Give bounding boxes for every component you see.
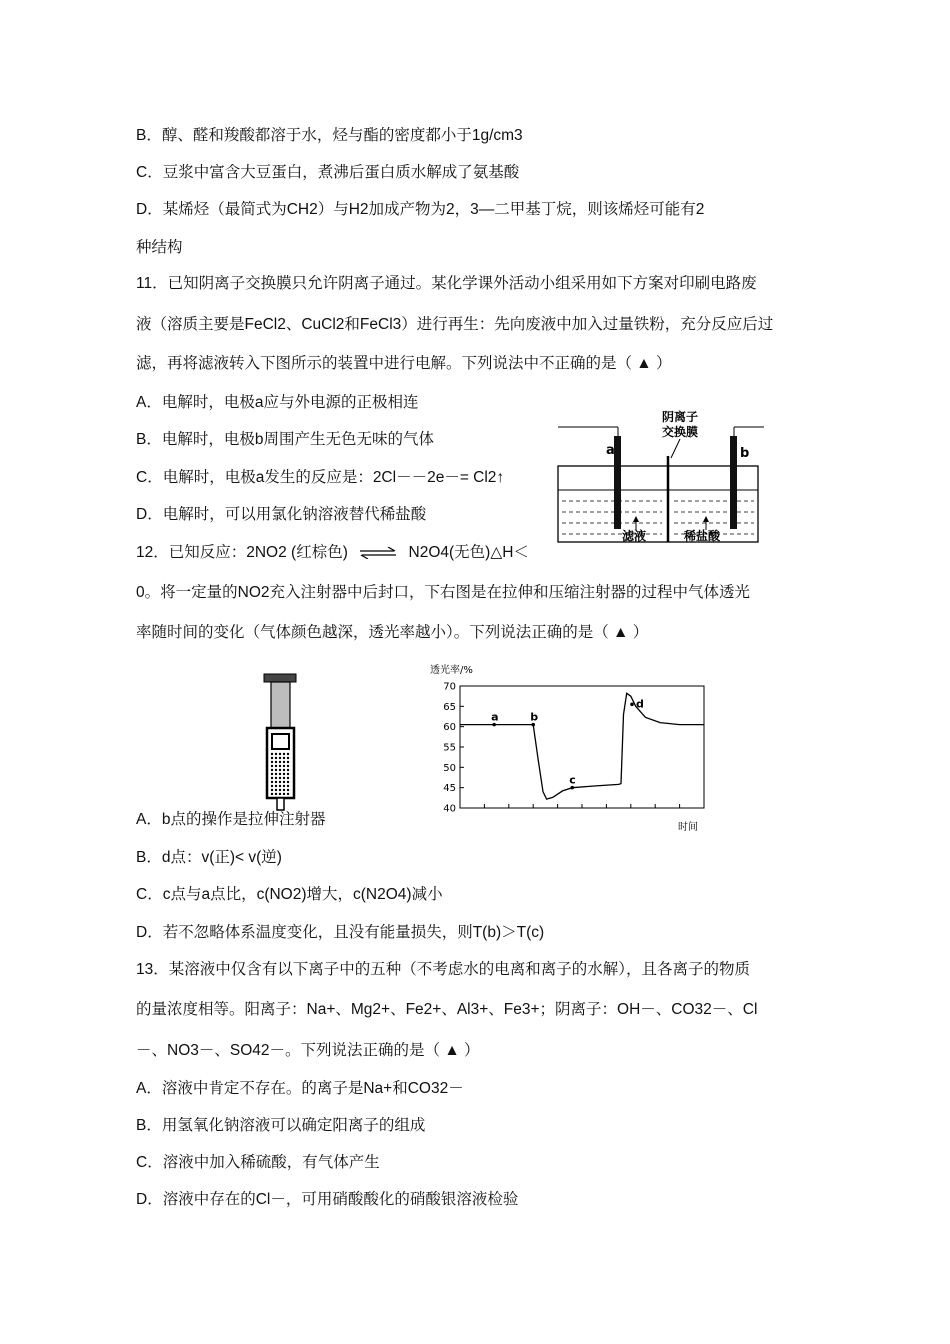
membrane-label-2: 交换膜	[661, 425, 699, 439]
chart-y-axis-label: 透光率/%	[430, 665, 473, 676]
q10-option-d-line1: D．某烯烃（最简式为CH2）与H2加成产物为2，3—二甲基丁烷，则该烯烃可能有2	[136, 201, 705, 218]
q12-stem-line3: 率随时间的变化（气体颜色越深，透光率越小）。下列说法正确的是（ ▲ ）	[136, 624, 649, 641]
q13-option-d: D．溶液中存在的Cl－，可用硝酸酸化的硝酸银溶液检验	[136, 1191, 519, 1208]
equilibrium-arrows-icon	[358, 547, 398, 559]
q12-stem-line1	[136, 543, 529, 563]
right-solution-label: 稀盐酸	[683, 529, 721, 543]
chart-y-tick-label: 40	[443, 803, 456, 815]
q10-option-b: B．醇、醛和羧酸都溶于水，烃与酯的密度都小于1g/cm3	[136, 127, 523, 144]
q12-option-d: D．若不忽略体系温度变化，且没有能量损失，则T(b)＞T(c)	[136, 924, 545, 941]
chart-x-axis-label: 时间	[678, 822, 698, 833]
q11-stem-line3: 滤，再将滤液转入下图所示的装置中进行电解。下列说法中不正确的是（ ▲ ）	[136, 355, 672, 372]
q13-option-a: A．溶液中肯定不存在。的离子是Na+和CO32－	[136, 1080, 464, 1097]
chart-y-tick-label: 55	[443, 742, 456, 754]
chart-point-label-c: c	[569, 773, 576, 787]
gas-no2	[270, 752, 291, 795]
transmittance-chart	[420, 660, 720, 838]
q10-option-d-line2: 种结构	[136, 239, 183, 256]
electrode-a-label: a	[606, 443, 615, 458]
q11-stem-line2: 液（溶质主要是FeCl2、CuCl2和FeCl3）进行再生：先向废液中加入过量铁粉，充分反应后过	[136, 316, 774, 333]
q11-option-d: D．电解时，可以用氯化钠溶液替代稀盐酸	[136, 506, 427, 523]
left-solution-label: 滤液	[621, 529, 647, 543]
chart-y-tick-label: 45	[443, 783, 456, 795]
q12-option-a: A．b点的操作是拉伸注射器	[136, 811, 326, 828]
chart-point-label-b: b	[530, 710, 539, 724]
q12-stem-line1-pre: 12．已知反应：2NO2 (红棕色)	[136, 544, 348, 561]
q12-option-c: C．c点与a点比，c(NO2)增大，c(N2O4)减小	[136, 886, 443, 903]
q11-option-b: B．电解时，电极b周围产生无色无味的气体	[136, 431, 434, 448]
tank	[558, 466, 758, 542]
q11-stem-line1: 11．已知阴离子交换膜只允许阴离子通过。某化学课外活动小组采用如下方案对印刷电路废	[136, 275, 757, 292]
membrane-leader-line	[671, 439, 680, 458]
chart-y-tick-label: 60	[443, 722, 456, 734]
q11-option-c: C．电解时，电极a发生的反应是：2Cl－－2e－= Cl2↑	[136, 469, 505, 486]
syringe-figure	[262, 672, 302, 814]
syringe-tip	[277, 798, 284, 810]
chart-y-tick-label: 70	[443, 681, 456, 693]
plunger-rod	[271, 682, 290, 730]
q12-option-b: B．d点：v(正)< v(逆)	[136, 849, 282, 866]
q12-stem-line1-post: N2O4(无色)△H＜	[408, 544, 529, 561]
electrolysis-apparatus-figure	[552, 408, 770, 550]
chart-y-ticks	[443, 682, 464, 815]
q13-stem-line3: －、NO3－、SO42－。下列说法正确的是（ ▲ ）	[136, 1042, 480, 1059]
q10-option-c: C．豆浆中富含大豆蛋白，煮沸后蛋白质水解成了氨基酸	[136, 164, 520, 181]
q13-stem-line2: 的量浓度相等。阳离子：Na+、Mg2+、Fe2+、Al3+、Fe3+；阴离子：OH－、CO32－、Cl	[136, 1001, 758, 1018]
electrode-b	[730, 436, 737, 529]
q11-option-a: A．电解时，电极a应与外电源的正极相连	[136, 394, 419, 411]
chart-x-ticks	[484, 804, 679, 808]
plunger-cap	[264, 674, 296, 682]
q13-option-b: B．用氢氧化钠溶液可以确定阳离子的组成	[136, 1117, 426, 1134]
chart-point-label-d: d	[636, 697, 644, 711]
chart-y-tick-label: 65	[443, 701, 456, 713]
membrane-label-1: 阴离子	[661, 410, 699, 424]
q13-stem-line1: 13．某溶液中仅含有以下离子中的五种（不考虑水的电离和离子的水解），且各离子的物质	[136, 961, 750, 978]
q12-stem-line2: 0。将一定量的NO2充入注射器中后封口，下右图是在拉伸和压缩注射器的过程中气体透光	[136, 584, 750, 601]
q13-option-c: C．溶液中加入稀硫酸，有气体产生	[136, 1154, 380, 1171]
piston	[272, 734, 289, 749]
chart-point-d	[630, 703, 634, 707]
electrode-b-label: b	[740, 446, 750, 461]
chart-y-tick-label: 50	[443, 762, 456, 774]
chart-point-label-a: a	[491, 710, 499, 724]
chart-plot-frame	[460, 686, 704, 808]
electrode-a	[614, 436, 621, 529]
chart-transmittance-line	[460, 693, 704, 799]
